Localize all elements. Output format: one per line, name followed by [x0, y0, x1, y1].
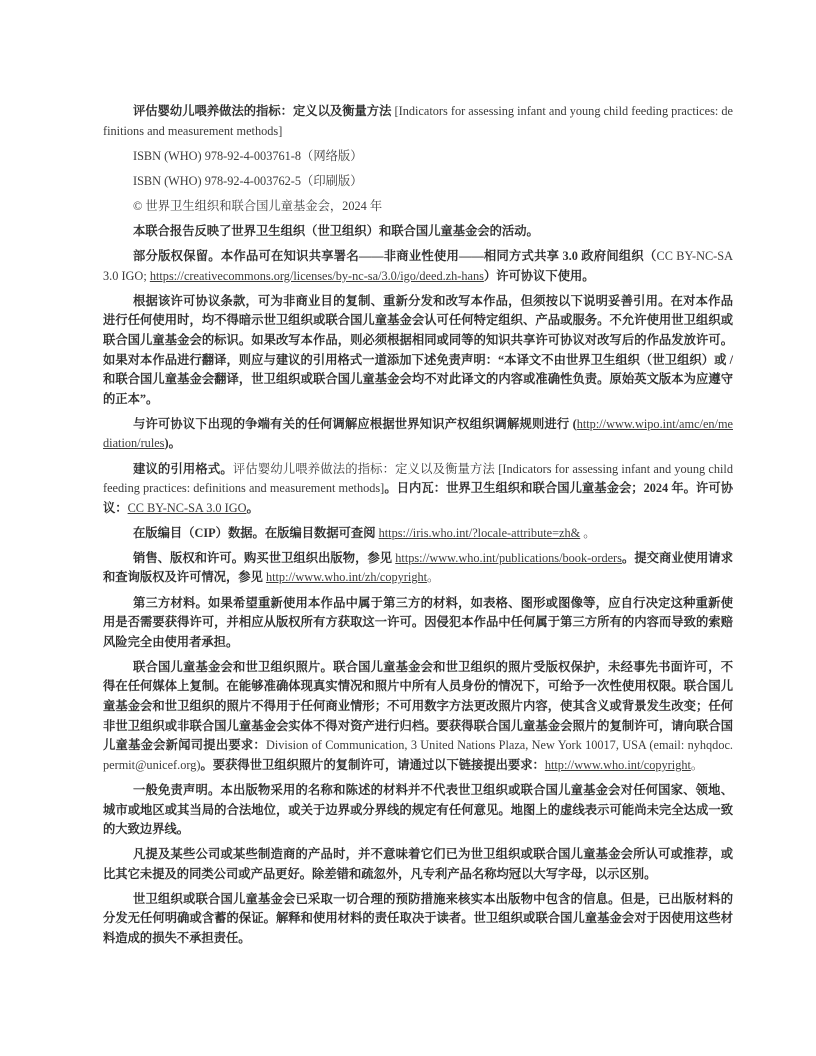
isbn-print: ISBN (WHO) 978-92-4-003762-5（印刷版）: [133, 173, 363, 188]
cip-lead: 在版编目（CIP）数据。在版编目数据可查阅: [133, 525, 379, 540]
license-paragraph: [103, 247, 733, 286]
photos-paragraph: [103, 658, 733, 776]
citation-paragraph: [103, 460, 733, 519]
citation-cn-title: 评估婴幼儿喂养做法的指标：定义以及衡量方法: [232, 461, 496, 476]
isbn-web: ISBN (WHO) 978-92-4-003761-8（网络版）: [133, 148, 363, 163]
citation-label: 建议的引用格式。: [133, 461, 233, 476]
sales-paragraph: [103, 549, 733, 588]
license-link[interactable]: CC BY-NC-SA 3.0 IGO: [127, 500, 247, 515]
precautions-paragraph: 世卫组织或联合国儿童基金会已采取一切合理的预防措施来核实本出版物中包含的信息。但是，已出版材料的分发无任何明确或含蓄的保证。解释和使用材料的责任取决于读者。世卫组织或联合国儿童基金会对于因使用这些材料造成的损失不承担责任。: [103, 891, 733, 946]
creative-commons-link[interactable]: https://creativecommons.org/licenses/by-nc-sa/3.0/igo/deed.zh-hans: [149, 268, 484, 283]
terms-paragraph: 根据该许可协议条款，可为非商业目的复制、重新分发和改写本作品，但须按以下说明妥善引用。在对本作品进行任何使用时，均不得暗示世卫组织或联合国儿童基金会认可任何特定组织、产品或服务。不允许使用世卫组织或联合国儿童基金会的标识。如果改写本作品，则必须根据相同或同等的知识共享许可协议对改写后的作品发放许可。如果对本作品进行翻译，则应与建议的引用格式一道添加下述免责声明：“本译文不由世界卫生组织（世卫组织）或 / 和联合国儿童基金会翻译，世卫组织或联合国儿童基金会均不对此译文的内容或准确性负责。原始英文版本为应遵守的正本”。: [103, 293, 733, 406]
cip-paragraph: [103, 524, 733, 544]
general-disclaimer: 一般免责声明。本出版物采用的名称和陈述的材料并不代表世卫组织或联合国儿童基金会对任何国家、领地、城市或地区或其当局的合法地位，或关于边界或分界线的规定有任何意见。地图上的虚线表示可能尚未完全达成一致的大致边界线。: [103, 782, 733, 837]
wipo-mediation-link[interactable]: http://www.wipo.int/amc/en/mediation/rules: [103, 416, 733, 451]
license-tail: ）许可协议下使用。: [483, 268, 595, 283]
sales-mid: 。提交商业使用请求和查询版权及许可情况，参见: [103, 550, 733, 585]
citation-end: 。: [246, 500, 259, 515]
joint-report-statement: 本联合报告反映了世界卫生组织（世卫组织）和联合国儿童基金会的活动。: [133, 223, 539, 238]
license-sep: ;: [143, 268, 150, 283]
companies-paragraph: 凡提及某些公司或某些制造商的产品时，并不意味着它们已为世卫组织或联合国儿童基金会所认可或推荐，或比其它未提及的同类公司或产品更好。除差错和疏忽外，凡专利产品名称均冠以大写字母，以示区别。: [103, 847, 733, 881]
iris-link[interactable]: https://iris.who.int/?locale-attribute=zh&: [378, 525, 581, 540]
disputes-paragraph: [103, 415, 733, 454]
license-code: CC BY-NC-SA 3.0 IGO: [103, 249, 733, 283]
disputes-lead: 与许可协议下出现的争端有关的任何调解应根据世界知识产权组织调解规则进行 (: [133, 416, 577, 431]
copyright-line: © 世界卫生组织和联合国儿童基金会，2024 年: [133, 198, 383, 213]
photos-mid: 。要获得世卫组织照片的复制许可，请通过以下链接提出要求：: [200, 757, 545, 772]
citation-en-title: [Indicators for assessing infant and young child feeding practices: definitions and measurement methods]: [103, 461, 733, 496]
sales-end: 。: [427, 570, 440, 585]
license-lead: 部分版权保留。本作品可在知识共享署名——非商业性使用——相同方式共享 3.0 政府间组织（: [133, 249, 657, 264]
citation-mid: 。日内瓦：世界卫生组织和联合国儿童基金会；2024 年。许可协议：: [103, 481, 734, 515]
disputes-tail: )。: [164, 436, 181, 451]
unicef-address: Division of Communication, 3 United Nations Plaza, New York 10017, USA (email: nyhqdoc.permit@unicef.org): [103, 738, 733, 772]
en-title: [Indicators for assessing infant and young child feeding practices: definitions and measurement methods]: [103, 104, 733, 138]
book-orders-link[interactable]: https://www.who.int/publications/book-orders: [395, 550, 622, 565]
third-party-paragraph: 第三方材料。如果希望重新使用本作品中属于第三方的材料，如表格、图形或图像等，应自行决定这种重新使用是否需要获得许可，并相应从版权所有方获取这一许可。因侵犯本作品中任何属于第三方所有的内容而导致的索赔风险完全由使用者承担。: [103, 595, 733, 649]
cip-end: 。: [580, 525, 596, 540]
cn-title: 评估婴幼儿喂养做法的指标：定义以及衡量方法: [133, 104, 392, 118]
photos-lead: 联合国儿童基金会和世卫组织照片。联合国儿童基金会和世卫组织的照片受版权保护，未经事先书面许可，不得在任何媒体上复制。在能够准确体现真实情况和照片中所有人员身份的情况下，可给予一次性使用权限。联合国儿童基金会和世卫组织的照片不得用于任何商业情形；不可用数字方法更改照片内容，使其含义或背景发生改变；任何非世卫组织或非联合国儿童基金会实体不得对资产进行归档。要获得联合国儿童基金会照片的复制许可，请向联合国儿童基金会新闻司提出要求：: [103, 659, 733, 753]
sales-lead: 销售、版权和许可。购买世卫组织出版物，参见: [133, 550, 396, 565]
copyright-page: [103, 102, 733, 954]
title-paragraph: [103, 102, 733, 141]
copyright-link[interactable]: http://www.who.int/zh/copyright: [265, 570, 428, 585]
who-copyright-link[interactable]: http://www.who.int/copyright: [544, 757, 691, 772]
photos-end: 。: [690, 757, 704, 772]
